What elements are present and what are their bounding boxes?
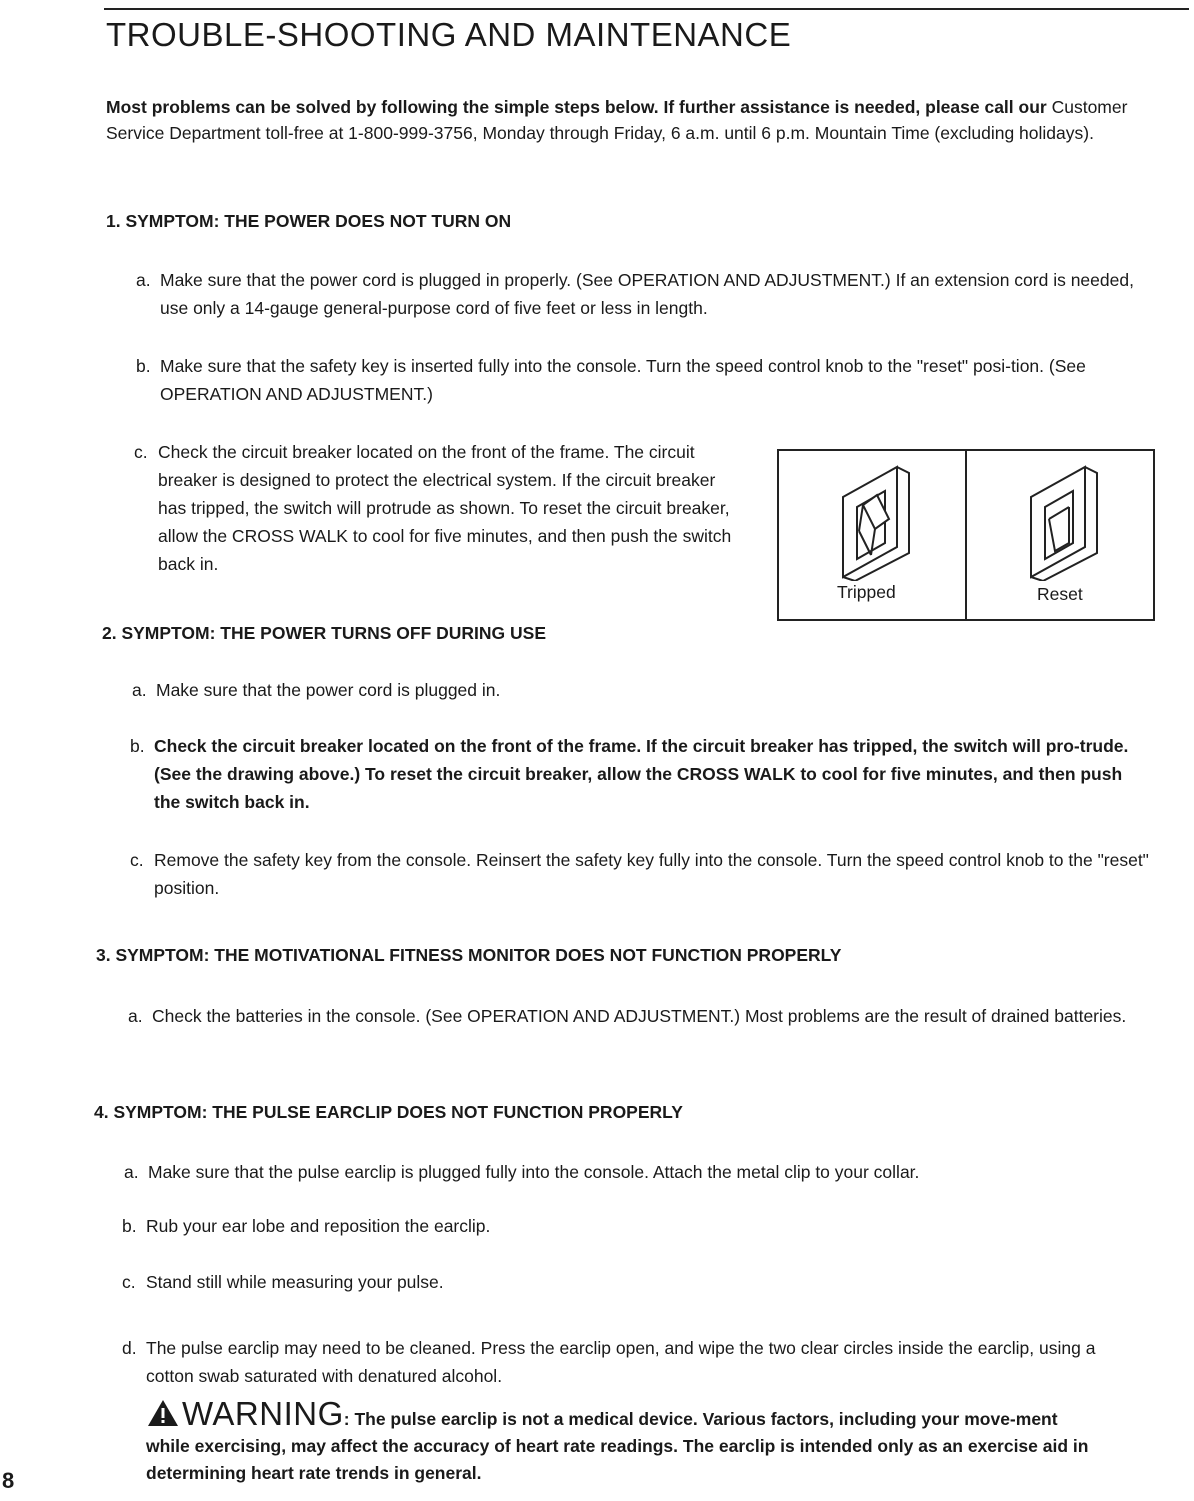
item-letter: c. bbox=[122, 1272, 136, 1292]
intro-bold-text: Most problems can be solved by following the simple steps below. If further assistance is needed, please call our bbox=[106, 97, 1047, 117]
symptom-2-item-b bbox=[130, 732, 1145, 816]
reset-caption: Reset bbox=[1037, 584, 1083, 604]
intro-text: Customer Service Department toll-free at 1-800-999-3756, Monday through Friday, 6 a.m. until 6 p.m. Mountain Time (excluding holidays). bbox=[106, 97, 1128, 143]
symptom-2-item-c bbox=[130, 846, 1150, 902]
item-letter: c. bbox=[130, 850, 144, 870]
tripped-caption: Tripped bbox=[837, 582, 896, 602]
symptom-1-item-c bbox=[134, 438, 734, 578]
tripped-switch-icon bbox=[837, 461, 917, 581]
item-text: Make sure that the power cord is plugged in properly. (See OPERATION AND ADJUSTMENT.) If an extension cord is needed, use only a 14-gauge general-purpose cord of five feet or less in length. bbox=[160, 270, 1134, 318]
symptom-3-heading: 3. SYMPTOM: THE MOTIVATIONAL FITNESS MONITOR DOES NOT FUNCTION PROPERLY bbox=[96, 945, 842, 965]
item-letter: a. bbox=[132, 680, 147, 700]
symptom-4-item-b bbox=[122, 1212, 1132, 1240]
symptom-4-item-a bbox=[124, 1158, 1134, 1186]
item-text: Remove the safety key from the console. Reinsert the safety key fully into the console. Turn the speed control knob to the "reset" position. bbox=[154, 850, 1149, 898]
symptom-2-heading: 2. SYMPTOM: THE POWER TURNS OFF DURING USE bbox=[102, 623, 547, 643]
item-text: Make sure that the pulse earclip is plugged fully into the console. Attach the metal clip to your collar. bbox=[148, 1162, 920, 1182]
symptom-1-item-b bbox=[136, 352, 1146, 408]
symptom-1-heading: 1. SYMPTOM: THE POWER DOES NOT TURN ON bbox=[106, 211, 512, 231]
top-rule bbox=[104, 8, 1189, 10]
warning-text: : The pulse earclip is not a medical device. Various factors, including your move-ment while exercising, may affect the accuracy of heart rate readings. The earclip is intended only as an exercise aid in determining heart rate trends in general. bbox=[146, 1409, 1089, 1483]
item-text: Check the circuit breaker located on the front of the frame. The circuit breaker is designed to protect the electrical system. If the circuit breaker has tripped, the switch will protrude as shown. To reset the circuit breaker, allow the CROSS WALK to cool for five minutes, and then push the switch back in. bbox=[158, 442, 732, 574]
item-text: Check the circuit breaker located on the front of the frame. If the circuit breaker has tripped, the switch will pro-trude. (See the drawing above.) To reset the circuit breaker, allow the CROSS WALK to cool for five minutes, and then push the switch back in. bbox=[154, 736, 1129, 812]
warning-triangle-icon bbox=[146, 1398, 180, 1428]
intro-paragraph bbox=[106, 94, 1166, 146]
symptom-1-item-a bbox=[136, 266, 1146, 322]
circuit-breaker-figure bbox=[777, 449, 1155, 621]
symptom-4-item-c bbox=[122, 1268, 1132, 1296]
item-text: Make sure that the safety key is inserted fully into the console. Turn the speed control knob to the "reset" posi-tion. (See OPERATION AND ADJUSTMENT.) bbox=[160, 356, 1086, 404]
item-letter: a. bbox=[124, 1162, 139, 1182]
warning-paragraph bbox=[146, 1395, 1106, 1487]
item-text: Stand still while measuring your pulse. bbox=[146, 1272, 444, 1292]
page-number: 8 bbox=[2, 1468, 15, 1493]
item-letter: b. bbox=[122, 1216, 137, 1236]
figure-divider bbox=[965, 451, 967, 619]
symptom-4-item-d bbox=[122, 1334, 1122, 1390]
item-letter: b. bbox=[136, 356, 151, 376]
item-text: Check the batteries in the console. (See OPERATION AND ADJUSTMENT.) Most problems are the result of drained batteries. bbox=[152, 1006, 1127, 1026]
item-text: Make sure that the power cord is plugged in. bbox=[156, 680, 501, 700]
item-letter: b. bbox=[130, 736, 145, 756]
item-text: The pulse earclip may need to be cleaned. Press the earclip open, and wipe the two clear circles inside the earclip, using a cotton swab saturated with denatured alcohol. bbox=[146, 1338, 1096, 1386]
item-letter: d. bbox=[122, 1338, 137, 1358]
item-letter: a. bbox=[136, 270, 151, 290]
item-text: Rub your ear lobe and reposition the earclip. bbox=[146, 1216, 491, 1236]
symptom-4-heading: 4. SYMPTOM: THE PULSE EARCLIP DOES NOT FUNCTION PROPERLY bbox=[94, 1102, 683, 1122]
item-letter: a. bbox=[128, 1006, 143, 1026]
reset-switch-icon bbox=[1025, 461, 1105, 581]
symptom-2-item-a bbox=[132, 676, 1142, 704]
warning-label: WARNING bbox=[182, 1395, 344, 1432]
symptom-3-item-a bbox=[128, 1002, 1128, 1030]
page-title: TROUBLE-SHOOTING AND MAINTENANCE bbox=[106, 16, 792, 53]
item-letter: c. bbox=[134, 442, 148, 462]
